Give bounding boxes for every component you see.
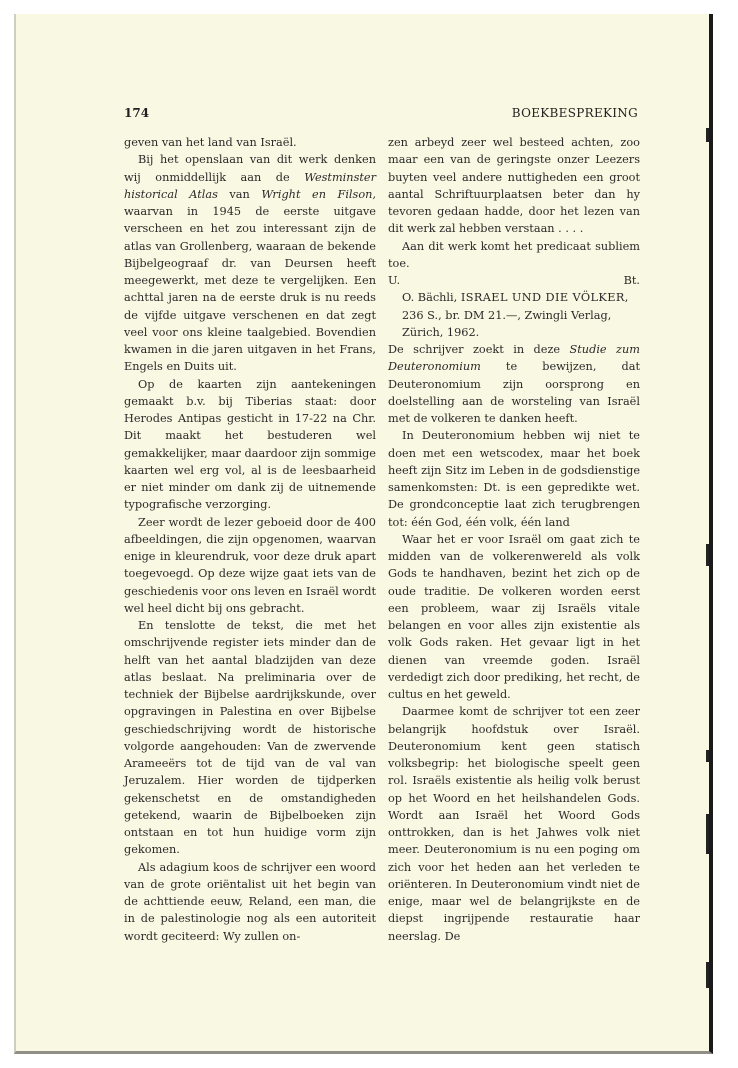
section-title: BOEKBESPREKING	[511, 106, 638, 120]
page-number: 174	[124, 106, 150, 120]
atlas-title: Westminster historical Atlas	[124, 170, 376, 201]
review-details: 236 S., br. DM 21.—, Zwingli Verlag, Zürich, 1962.	[402, 308, 612, 339]
review-book-title: ISRAEL UND DIE VÖLKER,	[460, 291, 629, 305]
paragraph: Aan dit werk komt het predicaat subliem toe.	[388, 239, 640, 270]
review-author: O. Bächli,	[402, 291, 458, 305]
paragraph: Op de kaarten zijn aantekeningen gemaakt b.v. bij Tiberias staat: door Herodes Antipas gesticht in 17-22 na Chr. Dit maakt het bestuderen wel gemakkelijker, maar daardoor zijn sommige kaarten wel erg vol, al is de leesbaarheid er niet minder om dank zij de uitnemende typografische verzorging.	[124, 377, 376, 512]
review-heading	[388, 289, 640, 341]
right-column	[388, 134, 640, 945]
running-head	[124, 106, 638, 122]
paragraph: Als adagium koos de schrijver een woord van de grote oriëntalist uit het begin van de achttiende eeuw, Reland, een man, die in de palestinologie nog als een autoriteit wordt geciteerd: Wy zullen on-	[124, 860, 376, 943]
left-column	[124, 134, 376, 945]
paragraph: In Deuteronomium hebben wij niet te doen met een wetscodex, maar het boek heeft zijn Sitz im Leben in de godsdienstige samenkomsten: Dt. is een gepredikte wet. De grondconceptie laat zich terugbrengen tot: één God, één volk, één land	[388, 429, 640, 529]
paragraph: Bij het openslaan van dit werk denken wij onmiddellijk aan de Westminster historical Atlas van Wright en Filson, waarvan in 1945 de eerste uitgave verscheen en het zou interessant zijn de atlas van Grollenberg, waaraan de bekende Bijbelgeograaf dr. van Deursen heeft meegewerkt, met deze te vergelijken. Een achttal jaren na de eerste druk is nu reeds de vijfde uitgave verschenen en dat zegt veel voor ons kleine taalgebied. Bovendien kwamen in die jaren uitgaven in het Frans, Engels en Duits uit.	[124, 153, 377, 374]
study-title: Studie zum Deuteronomium	[388, 343, 640, 374]
reviewer-signoff	[388, 272, 640, 289]
paragraph: zen arbeyd zeer wel besteed achten, zoo maar een van de geringste onzer Leezers buyten veel andere nuttigheden een groot aantal Schriftuurplaatsen beter dan hy tevoren gedaan hadde, door het lezen van dit werk zal hebben verstaan . . . .	[388, 136, 640, 236]
scan-edge-mark	[706, 750, 709, 762]
signoff-initial-right: Bt.	[623, 274, 640, 287]
atlas-authors: Wright en Filson,	[261, 187, 377, 201]
signoff-initial-left: U.	[388, 274, 401, 287]
paragraph: Daarmee komt de schrijver tot een zeer belangrijk hoofdstuk over Israël. Deuteronomium kent geen statisch volksbegrip: het biologische speelt geen rol. Israëls existentie als heilig volk berust op het Woord en het heilshandelen Gods. Wordt aan Israël het Woord Gods onttrokken, dan is het Jahwes volk niet meer. Deuteronomium is nu een poging om zich voor het heden aan het verleden te oriënteren. In Deuteronomium vindt niet de enige, maar wel de belangrijkste en de diepst ingrijpende restauratie haar neerslag. De	[388, 705, 640, 943]
book-page	[14, 14, 713, 1054]
scan-edge-mark	[706, 962, 709, 988]
paragraph: geven van het land van Israël.	[124, 136, 297, 149]
paragraph: Waar het er voor Israël om gaat zich te midden van de volkerenwereld als volk Gods te handhaven, bezint het zich op de oude traditie. De volkeren worden eerst een probleem, waar zij Israëls vitale belangen en voor alles zijn existentie als volk Gods raken. Het gevaar ligt in het dienen van vreemde goden. Israël verdedigt zich door prediking, het recht, de cultus en het geweld.	[388, 532, 640, 701]
scan-edge-mark	[706, 544, 709, 566]
paragraph: Zeer wordt de lezer geboeid door de 400 afbeeldingen, die zijn opgenomen, waarvan enige in kleurendruk, voor deze druk apart toegevoegd. Op deze wijze gaat iets van de geschiedenis voor ons leven en Israël wordt wel heel dicht bij ons gebracht.	[124, 515, 376, 615]
paragraph: De schrijver zoekt in deze Studie zum Deuteronomium te bewijzen, dat Deuteronomium zijn oorsprong en doelstelling aan de worsteling van Israël met de volkeren te danken heeft.	[388, 343, 640, 425]
scan-edge-mark	[706, 128, 709, 142]
paragraph: En tenslotte de tekst, die met het omschrijvende register iets minder dan de helft van het aantal bladzijden van deze atlas beslaat. Na preliminaria over de techniek der Bijbelse aardrijkskunde, over opgravingen in Palestina en over Bijbelse geschiedschrijving wordt de historische volgorde aangehouden: Van de zwervende Arameeërs tot de tijd van de val van Jeruzalem. Hier worden de tijdperken gekenschetst en de omstandigheden getekend, waarin de Bijbelboeken zijn ontstaan en tot hun huidige vorm zijn gekomen.	[124, 619, 376, 857]
scan-edge-mark	[706, 814, 709, 854]
